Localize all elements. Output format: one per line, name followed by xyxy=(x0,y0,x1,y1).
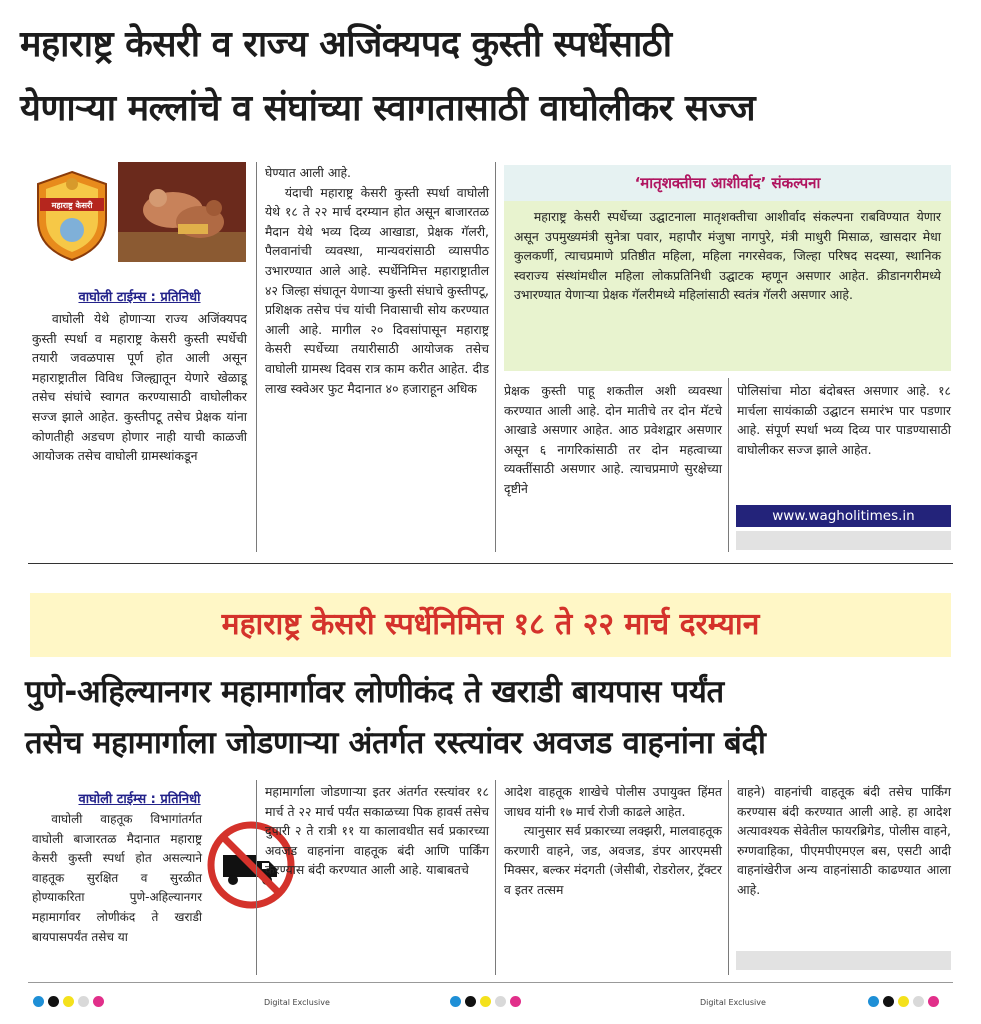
registration-dot xyxy=(93,996,104,1007)
column-divider xyxy=(495,780,496,975)
story1-col3-text: प्रेक्षक कुस्ती पाहू शकतील अशी व्यवस्था करण्यात आली आहे. दोन मातीचे तर दोन मॅटचे आखाडे असणार आहेत. आठ प्रवेशद्वार असणार असून ६ नागरिकांसाठी तर दोन महत्वाच्या व्यक्तींसाठी असणार आहे. त्याचप्रमाणे सुरक्षेच्या दृष्टीने xyxy=(504,383,722,496)
maharashtra-kesari-logo xyxy=(32,170,112,262)
website-url-bar: www.wagholitimes.in xyxy=(736,505,951,527)
story2-column4 xyxy=(737,782,951,900)
box-title: ‘मातृशक्तीचा आशीर्वाद’ संकल्पना xyxy=(504,165,951,201)
story2-col4-text: वाहने) वाहनांची वाहतूक बंदी तसेच पार्किंग करण्यास बंदी करण्यात आली आहे. हा आदेश अत्यावश्यक सेवेतील फायरब्रिगेड, पोलीस वाहने, रुग्णवाहिका, पीएमपीएमएल बस, एसटी आदी वाहनांखेरीज अन्य वाहनांसाठी काढण्यात आला आहे. xyxy=(737,784,951,897)
registration-dot xyxy=(63,996,74,1007)
story2-byline: वाघोली टाईम्स : प्रतिनिधी xyxy=(78,792,201,807)
registration-dot xyxy=(868,996,879,1007)
story2-banner: महाराष्ट्र केसरी स्पर्धेनिमित्त १८ ते २२ मार्च दरम्यान xyxy=(30,593,951,657)
wrestlers-photo xyxy=(118,162,246,262)
color-registration-dots xyxy=(868,996,939,1007)
registration-dot xyxy=(898,996,909,1007)
story2-col3-text-b: त्यानुसार सर्व प्रकारच्या लक्झरी, मालवाहतूक करणारी वाहने, जड, अवजड, डंपर आरएमसी मिक्सर, बल्कर मंदगती (जेसीबी, रोडरोलर, ट्रॅक्टर व इतर तत्सम xyxy=(504,823,722,897)
story2-headline-line1: पुणे-अहिल्यानगर महामार्गावर लोणीकंद ते खराडी बायपास पर्यंत xyxy=(25,674,724,710)
registration-dot xyxy=(495,996,506,1007)
footer-divider xyxy=(28,982,953,983)
grey-bar xyxy=(736,951,951,970)
story2-column1 xyxy=(32,810,202,947)
story1-col4-text: पोलिसांचा मोठा बंदोबस्त असणार आहे. १८ मार्चला सायंकाळी उद्घाटन समारंभ पार पडणार आहे. संपूर्ण स्पर्धा भव्य दिव्य पार पाडण्यासाठी वाघोलीकर सज्ज झाले आहेत. xyxy=(737,383,951,457)
story1-col2-text-a: घेण्यात आली आहे. xyxy=(265,165,351,180)
logo-text: महाराष्ट्र केसरी xyxy=(51,201,93,210)
registration-dot xyxy=(33,996,44,1007)
story2-col1-text: वाघोली वाहतूक विभागांतर्गत वाघोली बाजारतळ मैदानात महाराष्ट्र केसरी कुस्ती स्पर्धा होत असल्याने वाहतूक सुरक्षित व सुरळीत होण्याकरिता पुणे-अहिल्यानगर महामार्गावर लोणीकंद ते खराडी बायपासपर्यंत तसेच या xyxy=(32,812,202,944)
registration-dot xyxy=(78,996,89,1007)
story1-column1 xyxy=(32,309,247,466)
registration-dot xyxy=(465,996,476,1007)
registration-dot xyxy=(928,996,939,1007)
story2-col2-text: महामार्गाला जोडणाऱ्या इतर अंतर्गत रस्त्यांवर १८ मार्च ते २२ मार्च पर्यंत सकाळच्या पिक हावर्स तसेच दुपारी २ ते रात्री ११ या कालावधीत सर्व प्रकारच्या अवजड वाहनांना वाहतूक बंदी आणि पार्किंग करण्यास बंदी करण्यात आली आहे. याबाबतचे xyxy=(265,784,489,878)
box-body-text: महाराष्ट्र केसरी स्पर्धेच्या उद्घाटनाला मातृशक्तीचा आशीर्वाद संकल्पना राबविण्यात येणार असून उपमुख्यमंत्री सुनेत्रा पवार, महापौर मंजुषा नागपुरे, मंत्री माधुरी मिसाळ, खासदार मेधा कुलकर्णी, त्याचप्रमाणे प्रतिष्ठीत महिला, महिला नगरसेवक, जिल्हा परिषद सदस्या, स्थानिक स्वराज्य संस्थांमधील महिला लोकप्रतिनिधी उद्घाटक म्हणून असणार आहेत. क्रीडानगरीमध्ये उभारण्यात येणाऱ्या प्रेक्षक गॅलरीमध्ये महिलांसाठी स्वतंत्र गॅलरी असणार आहे. xyxy=(514,209,941,303)
box-body xyxy=(504,201,951,371)
column-divider xyxy=(728,780,729,975)
registration-dot xyxy=(883,996,894,1007)
story2-column3 xyxy=(504,782,722,900)
footer-label: Digital Exclusive xyxy=(700,998,766,1007)
registration-dot xyxy=(450,996,461,1007)
column-divider xyxy=(256,780,257,975)
column-divider xyxy=(495,162,496,552)
registration-dot xyxy=(510,996,521,1007)
story1-col1-text: वाघोली येथे होणाऱ्या राज्य अजिंक्यपद कुस्ती स्पर्धा व महाराष्ट्र केसरी कुस्ती स्पर्धेची तयारी जवळपास पूर्ण होत आली असून महाराष्ट्रातील विविध जिल्ह्यातून येणारे खेळाडू तसेच संघांचे स्वागत करण्यासाठी वाघोलीकर सज्ज झाले आहेत. कुस्तीपटू तसेच प्रेक्षक यांना कोणतीही अडचण होणार नाही याची काळजी आयोजक तसेच वाघोली ग्रामस्थांकडून xyxy=(32,311,247,464)
section-divider xyxy=(28,563,953,564)
story1-col2-text-b: यंदाची महाराष्ट्र केसरी कुस्ती स्पर्धा वाघोली येथे १८ ते २२ मार्च दरम्यान होत असून बाजारतळ मैदान येथे भव्य दिव्य आखाडा, प्रेक्षक गॅलरी, पैलवानांची व्यवस्था, मान्यवरांसाठी व्यासपीठ उभारण्यात आले आहे. स्पर्धेनिमित्त महाराष्ट्रातील ४२ जिल्हा संघातून येणाऱ्या कुस्ती संघाचे कुस्तीपटू, प्रशिक्षक तसेच पंच यांची निवासाची सोय करण्यात आली आहे. मागील २० दिवसांपासून महाराष्ट्र केसरी स्पर्धेच्या तयारीसाठी आयोजक तसेच वाघोली ग्रामस्थ दिवस रात्र काम करीत आहेत. दीड लाख स्क्वेअर फुट मैदानात ४० हजाराहून अधिक xyxy=(265,184,489,396)
story1-column2 xyxy=(265,163,489,398)
story1-column3 xyxy=(504,381,722,499)
registration-dot xyxy=(48,996,59,1007)
column-divider xyxy=(256,162,257,552)
story1-byline: वाघोली टाईम्स : प्रतिनिधी xyxy=(78,290,201,305)
story1-headline-line1: महाराष्ट्र केसरी व राज्य अजिंक्यपद कुस्ती स्पर्धेसाठी xyxy=(20,24,672,65)
color-registration-dots xyxy=(450,996,521,1007)
footer-label: Digital Exclusive xyxy=(264,998,330,1007)
story2-headline-line2: तसेच महामार्गाला जोडणाऱ्या अंतर्गत रस्त्यांवर अवजड वाहनांना बंदी xyxy=(25,725,766,761)
color-registration-dots xyxy=(33,996,104,1007)
grey-bar xyxy=(736,531,951,550)
story2-column2 xyxy=(265,782,489,880)
registration-dot xyxy=(480,996,491,1007)
registration-dot xyxy=(913,996,924,1007)
story1-column4 xyxy=(737,381,951,459)
column-divider xyxy=(728,378,729,552)
story2-col3-text-a: आदेश वाहतूक शाखेचे पोलीस उपायुक्त हिंमत जाधव यांनी १७ मार्च रोजी काढले आहेत. xyxy=(504,784,722,819)
story1-headline-line2: येणाऱ्या मल्लांचे व संघांच्या स्वागतासाठी वाघोलीकर सज्ज xyxy=(20,88,756,129)
